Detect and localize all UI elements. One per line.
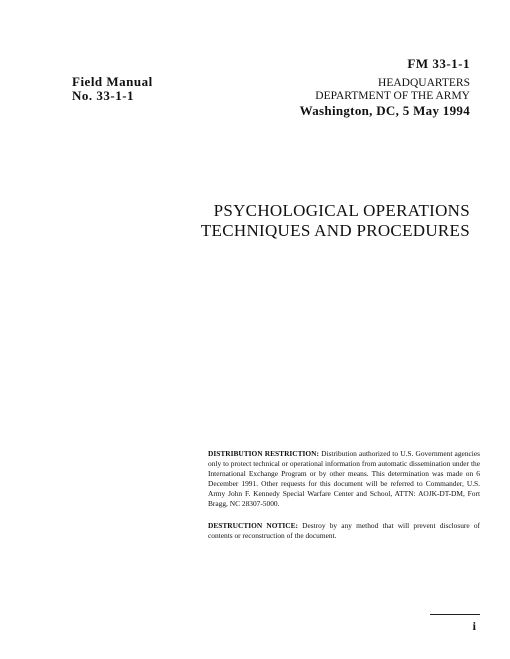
location-date: Washington, DC, 5 May 1994 <box>299 103 470 118</box>
distribution-restriction <box>208 449 480 509</box>
document-title <box>201 201 470 241</box>
destruction-notice-label: DESTRUCTION NOTICE: <box>208 521 298 530</box>
footer-rule <box>430 614 480 615</box>
distribution-restriction-label: DISTRIBUTION RESTRICTION: <box>208 449 319 458</box>
issuing-authority <box>300 77 470 118</box>
fm-number: FM 33-1-1 <box>407 56 470 71</box>
title-line-2: TECHNIQUES AND PROCEDURES <box>200 221 470 240</box>
distribution-restriction-text: Distribution authorized to U.S. Government agencies only to protect technical or operational information from automatic dissemination under the International Exchange Program or by other means. This determination was made on 6 December 1991. Other requests for this document will be referred to Commander, U.S. Army John F. Kennedy Special Warfare Center and School, ATTN: AOJK-DT-DM, Fort Bragg, NC 28307-5000. <box>208 449 480 508</box>
title-line-1: PSYCHOLOGICAL OPERATIONS <box>213 201 470 220</box>
destruction-notice-text: Destroy by any method that will prevent disclosure of contents or reconstruction of the document. <box>208 521 480 540</box>
field-manual-label: Field Manual <box>72 74 153 89</box>
department-label: DEPARTMENT OF THE ARMY <box>315 90 470 102</box>
page-number: i <box>472 619 476 633</box>
manual-identifier <box>72 75 153 103</box>
destruction-notice <box>208 521 480 541</box>
headquarters-label: HEADQUARTERS <box>378 77 470 89</box>
manual-number: No. 33-1-1 <box>72 88 135 103</box>
